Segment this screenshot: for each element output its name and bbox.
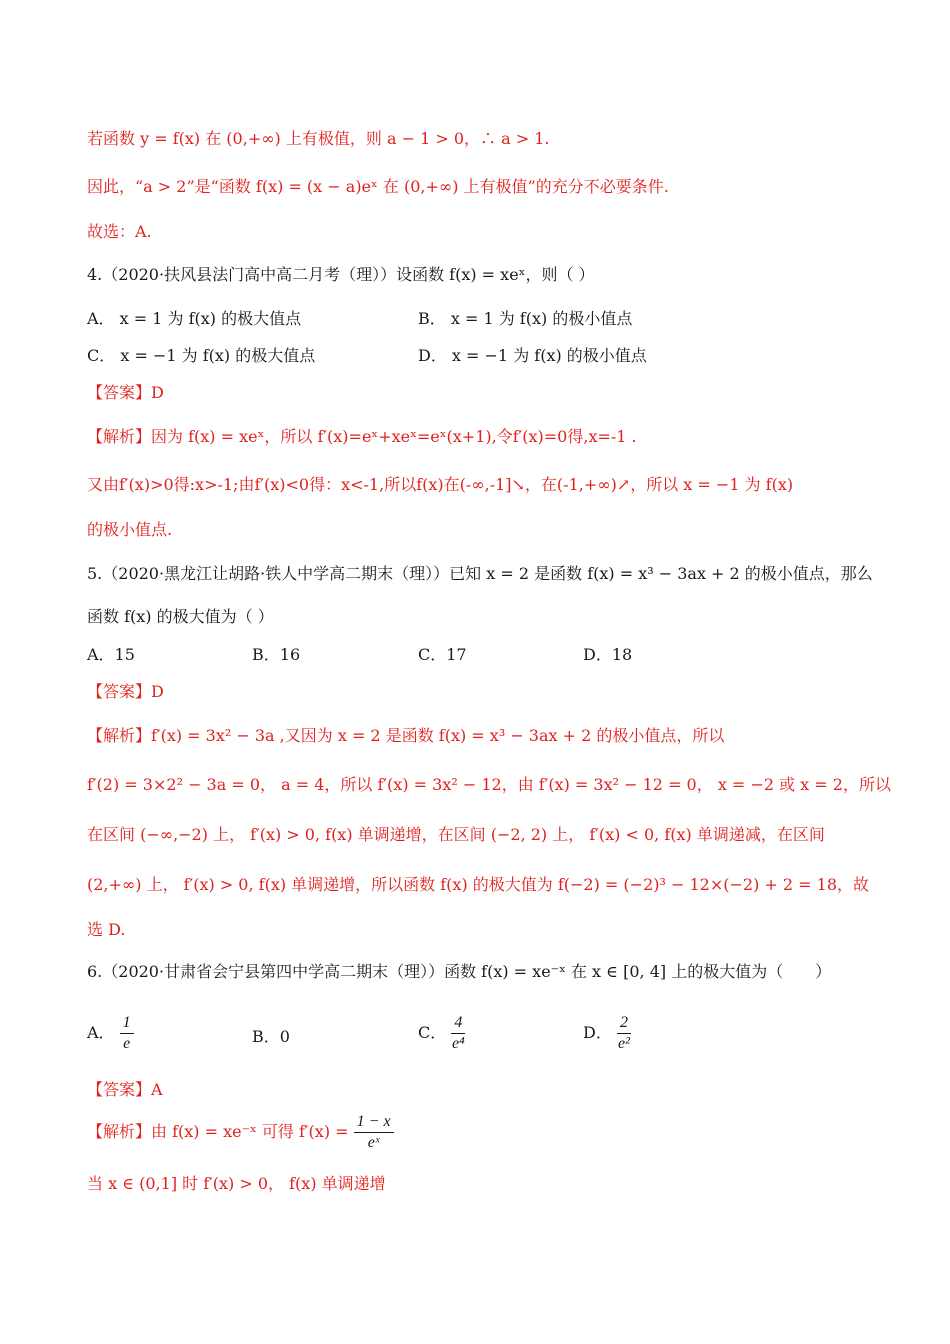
solution-line-3: 故选：A.	[87, 222, 152, 241]
q6-explanation-1	[87, 1112, 394, 1153]
answer-value: A	[151, 1080, 163, 1099]
solution-line-2: 因此，“a > 2”是“函数 f(x) = (x − a)eˣ 在 (0,+∞) 上有极值”的充分不必要条件.	[87, 177, 669, 196]
q5-explanation-1	[87, 724, 724, 748]
q5-option-c: C．17	[418, 645, 467, 664]
q5-explanation-4: (2,+∞) 上， f′(x) > 0, f(x) 单调递增，所以函数 f(x) 的极大值为 f(−2) = (−2)³ − 12×(−2) + 2 = 18，故	[87, 875, 870, 894]
explanation-label: 【解析】	[87, 1122, 152, 1141]
q4-option-c: C． x = −1 为 f(x) 的极大值点	[87, 346, 316, 365]
q4-explanation-3: 的极小值点.	[87, 520, 173, 539]
q6-answer	[87, 1078, 163, 1102]
q5-explanation-3: 在区间 (−∞,−2) 上， f′(x) > 0, f(x) 单调递增，在区间 (−2, 2) 上， f′(x) < 0, f(x) 单调递减，在区间	[87, 825, 825, 844]
q5-answer	[87, 680, 164, 704]
explanation-label: 【解析】	[87, 427, 152, 446]
q4-option-b: B． x = 1 为 f(x) 的极小值点	[418, 309, 633, 328]
q6-option-a	[87, 1013, 134, 1054]
q5-option-a: A．15	[87, 645, 135, 664]
denominator: e²	[617, 1035, 630, 1052]
option-label: D．	[583, 1023, 612, 1042]
numerator: 2	[617, 1013, 631, 1034]
q5-explanation-2: f′(2) = 3×2² − 3a = 0， a = 4，所以 f′(x) = 3x² − 12，由 f′(x) = 3x² − 12 = 0， x = −2 或 x = 2，所以	[87, 775, 891, 794]
q6-option-c	[418, 1013, 465, 1054]
numerator: 4	[451, 1013, 465, 1034]
q6-option-d	[583, 1013, 631, 1054]
answer-label: 【答案】	[87, 682, 152, 701]
question-6-stem: 6.（2020·甘肃省会宁县第四中学高二期末（理））函数 f(x) = xe⁻ˣ 在 x ∈ [0, 4] 上的极大值为（ ）	[87, 962, 832, 981]
answer-label: 【答案】	[87, 1080, 152, 1099]
explanation-label: 【解析】	[87, 726, 152, 745]
explanation-text: 由 f(x) = xe⁻ˣ 可得 f′(x) =	[151, 1122, 349, 1141]
answer-value: D	[151, 383, 164, 402]
q6-option-b: B．0	[252, 1027, 290, 1046]
answer-label: 【答案】	[87, 383, 152, 402]
denominator: eˣ	[367, 1134, 380, 1151]
q4-explanation-2: 又由f′(x)>0得:x>-1;由f′(x)<0得：x<-1,所以f(x)在(-∞,-1]↘，在(-1,+∞)↗，所以 x = −1 为 f(x)	[87, 475, 794, 494]
q5-option-b: B．16	[252, 645, 301, 664]
explanation-text: f′(x) = 3x² − 3a ,又因为 x = 2 是函数 f(x) = x³ − 3ax + 2 的极小值点，所以	[151, 726, 725, 745]
question-4-stem: 4.（2020·扶风县法门高中高二月考（理））设函数 f(x) = xeˣ，则（ ）	[87, 265, 595, 284]
q5-explanation-5: 选 D.	[87, 920, 126, 939]
question-5-stem-2: 函数 f(x) 的极大值为（ ）	[87, 607, 274, 626]
option-label: C．	[418, 1023, 447, 1042]
fraction	[451, 1013, 465, 1054]
option-label: A．	[87, 1023, 115, 1042]
numerator: 1 − x	[354, 1112, 394, 1133]
q4-answer	[87, 381, 164, 405]
derivative-fraction	[354, 1112, 394, 1153]
fraction	[120, 1013, 134, 1054]
fraction	[617, 1013, 631, 1054]
solution-line-1: 若函数 y = f(x) 在 (0,+∞) 上有极值，则 a − 1 > 0，∴ a > 1.	[87, 129, 550, 148]
q4-option-a: A． x = 1 为 f(x) 的极大值点	[87, 309, 302, 328]
answer-value: D	[151, 682, 164, 701]
q6-explanation-2: 当 x ∈ (0,1] 时 f′(x) > 0， f(x) 单调递增	[87, 1174, 386, 1193]
denominator: e	[123, 1035, 131, 1052]
q5-option-d: D．18	[583, 645, 633, 664]
q4-option-d: D． x = −1 为 f(x) 的极小值点	[418, 346, 647, 365]
numerator: 1	[120, 1013, 134, 1034]
question-5-stem-1: 5.（2020·黑龙江让胡路·铁人中学高二期末（理））已知 x = 2 是函数 f(x) = x³ − 3ax + 2 的极小值点，那么	[87, 564, 873, 583]
denominator: e⁴	[452, 1035, 465, 1052]
q4-explanation-1	[87, 425, 637, 449]
explanation-text: 因为 f(x) = xeˣ，所以 f′(x)=eˣ+xeˣ=eˣ(x+1),令f′(x)=0得,x=-1 .	[151, 427, 637, 446]
